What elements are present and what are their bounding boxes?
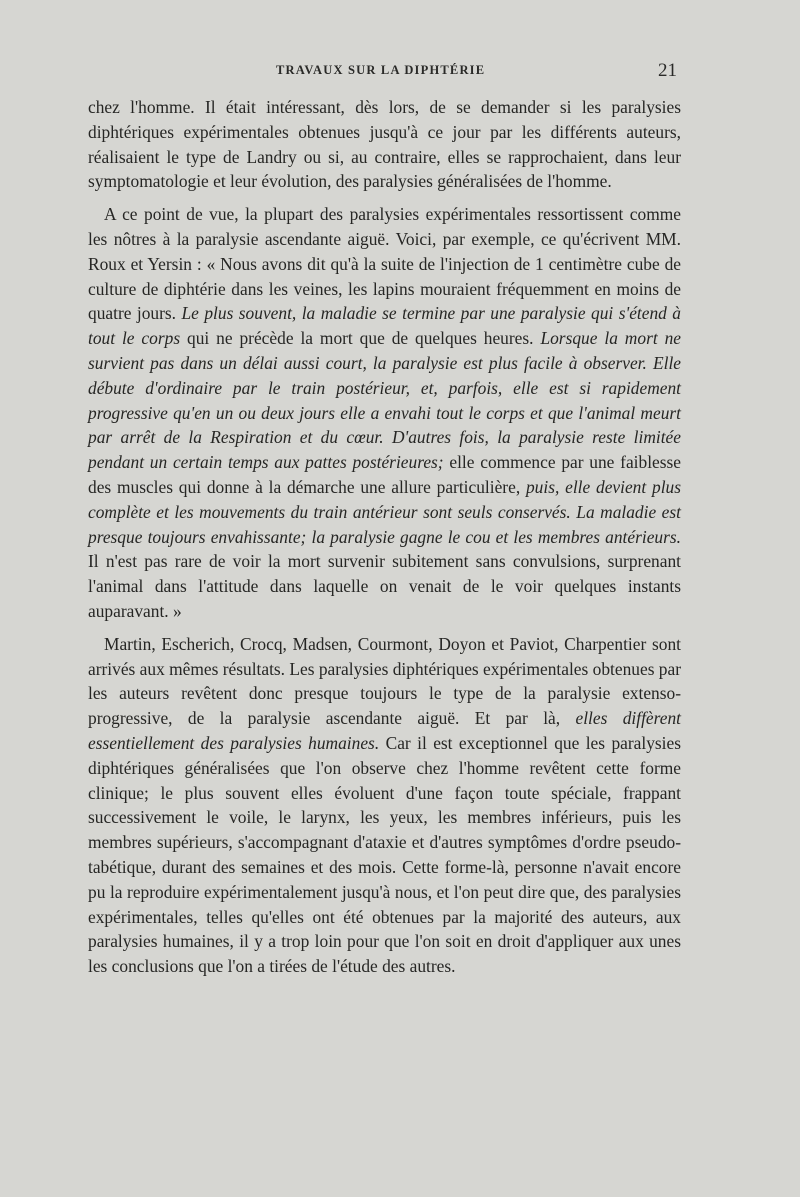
paragraph-2-italic-2: Lorsque la mort ne survient pas dans un délai aussi court, la paralysie est plus facile à observer. Elle débute d'ordinaire par le train postérieur, et, parfois, elle est si rapidement progressive qu'en un ou deux jours elle a envahi tout le corps et que l'animal meurt par arrêt de la Respiration et du cœur. D'autres fois, la paralysie reste limitée pendant un certain temps aux pattes postérieures; [88, 328, 681, 473]
page-number: 21 [658, 60, 677, 81]
running-head [0, 60, 760, 84]
body-text [88, 95, 681, 979]
paragraph-2-text-4: Il n'est pas rare de voir la mort survenir subitement sans convulsions, surprenant l'animal dans l'attitude dans laquelle on venait de le voir quelques instants auparavant. » [88, 551, 681, 621]
paragraph-3-text-1: Martin, Escherich, Crocq, Madsen, Courmont, Doyon et Paviot, Charpentier sont arrivés aux mêmes résultats. Les paralysies diphtériques expérimentales obtenues par les auteurs revêtent donc presque toujours le type de la paralysie extenso-progressive, de la paralysie ascendante aiguë. Et par là, [88, 633, 682, 729]
paragraph-3 [88, 632, 681, 979]
paragraph-3-italic-1: elles diffèrent essentiellement des paralysies humaines. [88, 708, 681, 753]
paragraph-2-text-2: qui ne précède la mort que de quelques heures. [180, 328, 541, 349]
paragraph-2 [88, 202, 681, 624]
paragraph-2-italic-1: Le plus souvent, la maladie se termine par une paralysie qui s'étend à tout le corps [88, 303, 682, 349]
paragraph-2-text-1: A ce point de vue, la plupart des paralysies expérimentales ressortissent comme les nôtres à la paralysie ascendante aiguë. Voici, par exemple, ce qu'écrivent MM. Roux et Yersin : « Nous avons dit qu'à la suite de l'injection de 1 centimètre cube de culture de diphtérie dans les veines, les lapins mouraient fréquemment en moins de quatre jours. [88, 204, 681, 324]
paragraph-2-text-3: elle commence par une faiblesse des muscles qui donne à la démarche une allure particulière, [88, 452, 681, 497]
paragraph-1 [88, 95, 681, 194]
paragraph-2-italic-3: puis, elle devient plus complète et les mouvements du train antérieur sont seuls conservés. La maladie est presque toujours envahissante; la paralysie gagne le cou et les membres antérieurs. [88, 476, 681, 547]
paragraph-3-text-2: Car il est exceptionnel que les paralysies diphtériques généralisées que l'on observe chez l'homme revêtent cette forme clinique; le plus souvent elles évoluent d'une façon toute spéciale, frappant successivement le voile, le larynx, les yeux, les membres inférieurs, puis les membres supérieurs, s'accompagnant d'ataxie et d'autres symptômes d'ordre pseudo-tabétique, durant des semaines et des mois. Cette forme-là, personne n'avait encore pu la reproduire expérimentalement jusqu'à nous, et l'on peut dire que, des paralysies expérimentales, telles qu'elles ont été obtenues par la majorité des auteurs, aux paralysies humaines, il y a trop loin pour que l'on soit en droit d'appliquer aux unes les conclusions que l'on a tirées de l'étude des autres. [88, 732, 681, 977]
running-title: TRAVAUX SUR LA DIPHTÉRIE [276, 63, 486, 77]
paragraph-1-text: chez l'homme. Il était intéressant, dès lors, de se demander si les paralysies diphtériques expérimentales obtenues jusqu'à ce jour par les différents auteurs, réalisaient le type de Landry ou si, au contraire, elles se rapprochaient, dans leur symptomatologie et leur évolution, des paralysies généralisées de l'homme. [88, 97, 681, 192]
